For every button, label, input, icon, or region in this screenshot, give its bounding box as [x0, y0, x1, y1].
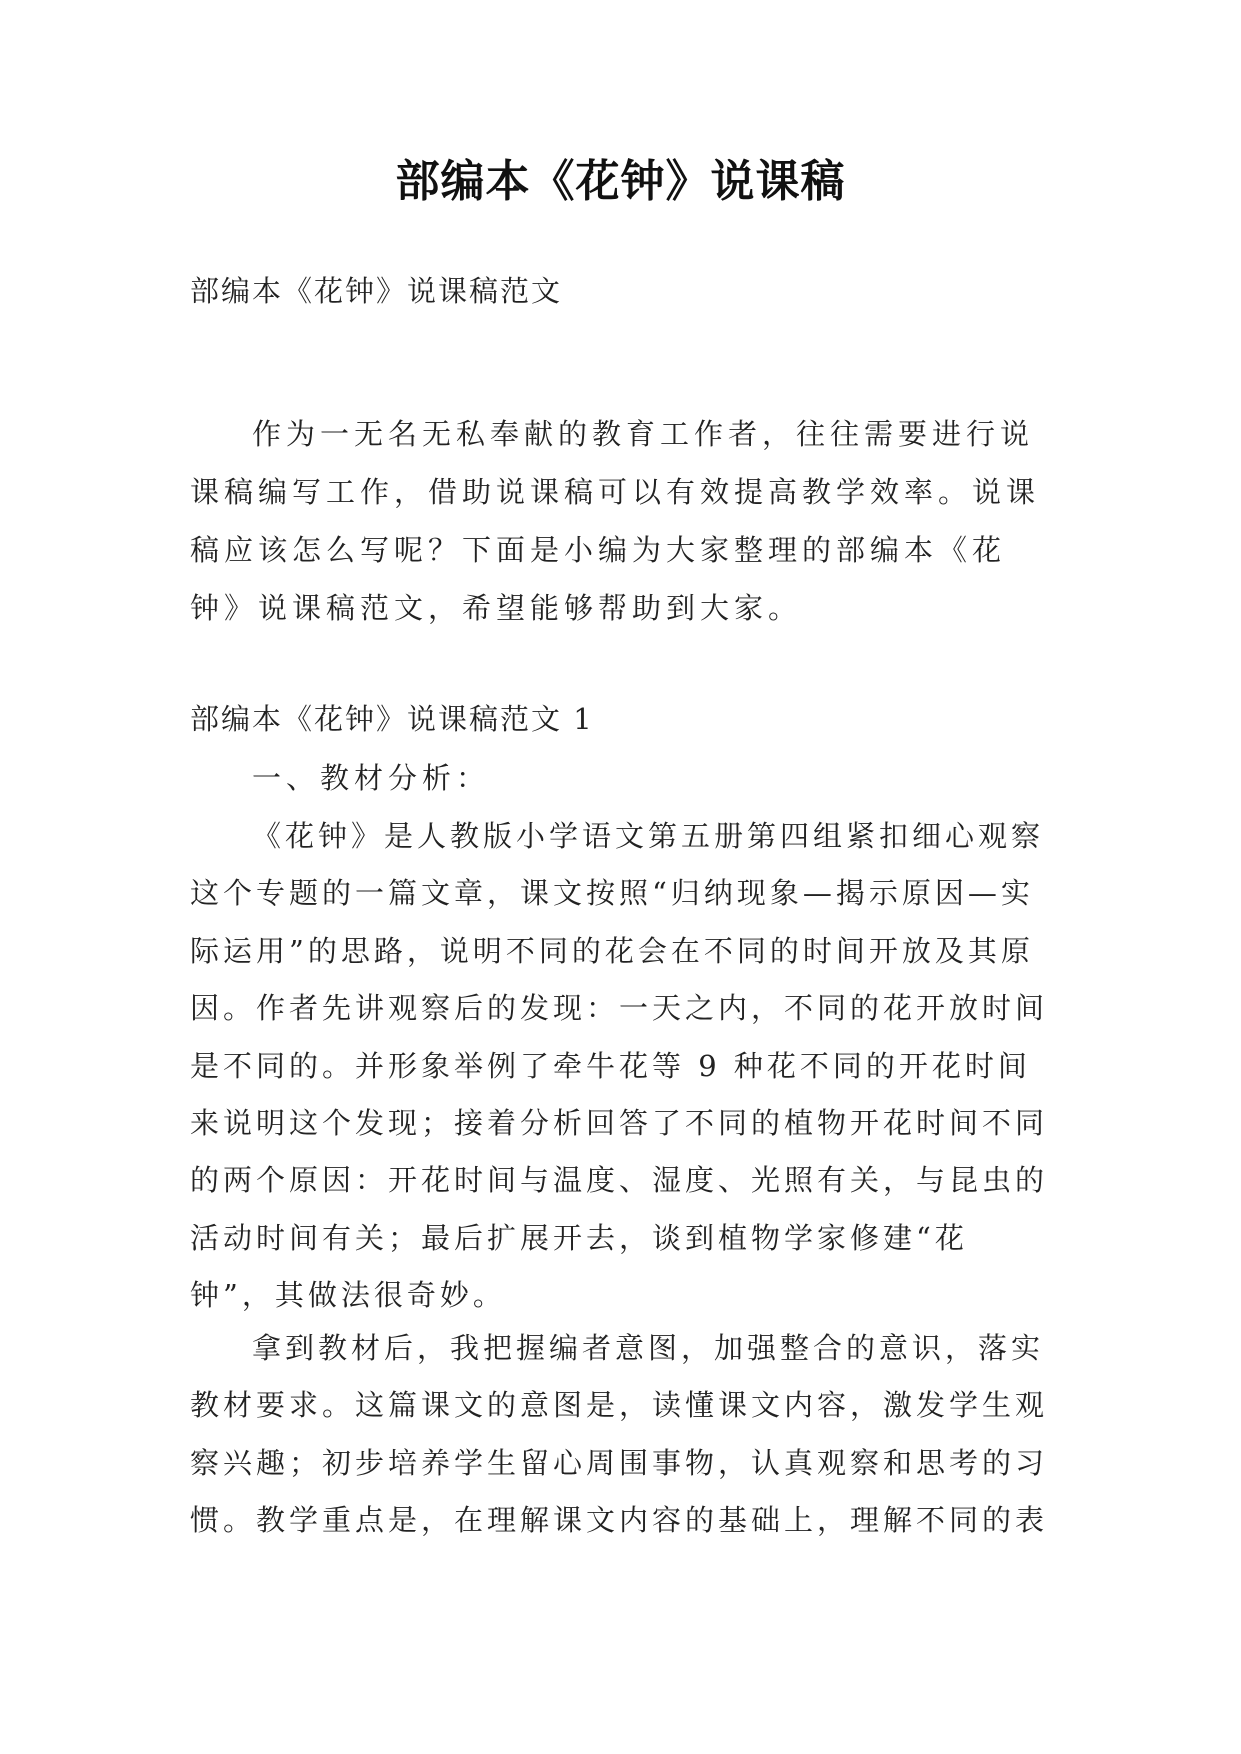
section-heading-textbook-analysis: 一、教材分析：	[252, 761, 491, 795]
body-paragraph-1: 《花钟》是人教版小学语文第五册第四组紧扣细心观察这个专题的一篇文章，课文按照“归纳现象—揭示原因—实际运用”的思路，说明不同的花会在不同的时间开放及其原因。作者先讲观察后的发现：一天之内，不同的花开放时间是不同的。并形象举例了牵牛花等 9 种花不同的开花时间来说明这个发现；接着分析回答了不同的植物开花时间不同的两个原因：开花时间与温度、湿度、光照有关，与昆虫的活动时间有关；最后扩展开去，谈到植物学家修建“花钟”，其做法很奇妙。	[190, 819, 1049, 1313]
section-title: 部编本《花钟》说课稿范文 1	[190, 702, 594, 736]
body-paragraph-2: 拿到教材后，我把握编者意图，加强整合的意识，落实教材要求。这篇课文的意图是，读懂课文内容，激发学生观察兴趣；初步培养学生留心周围事物，认真观察和思考的习惯。教学重点是，在理解课文内容的基础上，理解不同的表	[190, 1331, 1049, 1538]
intro-paragraph: 作为一无名无私奉献的教育工作者，往往需要进行说课稿编写工作，借助说课稿可以有效提高教学效率。说课稿应该怎么写呢？下面是小编为大家整理的部编本《花钟》说课稿范文，希望能够帮助到大家。	[190, 417, 1041, 625]
document-title: 部编本《花钟》说课稿	[395, 156, 846, 207]
document-subtitle: 部编本《花钟》说课稿范文	[190, 274, 563, 308]
